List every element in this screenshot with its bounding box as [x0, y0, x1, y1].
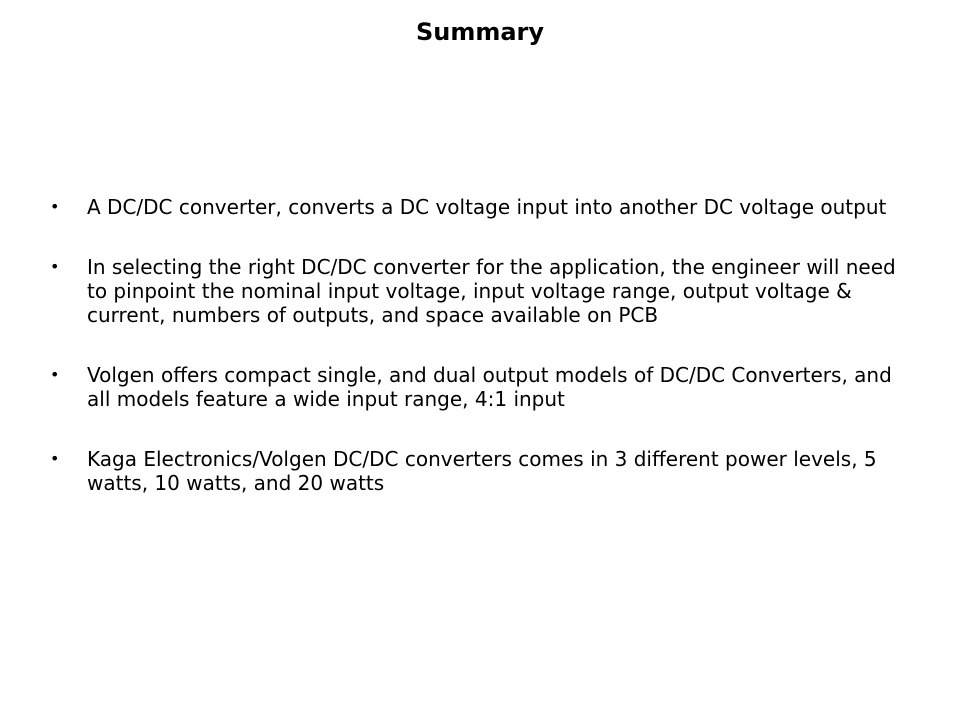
slide-title: Summary — [415, 18, 545, 46]
bullet-item — [50, 363, 910, 411]
bullet-list — [50, 195, 910, 531]
bullet-item — [50, 195, 910, 219]
bullet-icon: • — [50, 257, 60, 276]
bullet-text: Kaga Electronics/Volgen DC/DC converters comes in 3 different power levels, 5 watts, 10 watts, and 20 watts — [87, 447, 877, 495]
bullet-item — [50, 447, 910, 495]
bullet-item — [50, 255, 910, 327]
bullet-icon: • — [50, 365, 60, 384]
bullet-icon: • — [50, 449, 60, 468]
bullet-icon: • — [50, 197, 60, 216]
bullet-text: A DC/DC converter, converts a DC voltage input into another DC voltage output — [87, 195, 887, 219]
bullet-text: Volgen offers compact single, and dual output models of DC/DC Converters, and all models feature a wide input range, 4:1 input — [87, 363, 892, 411]
bullet-text: In selecting the right DC/DC converter for the application, the engineer will need to pinpoint the nominal input voltage, input voltage range, output voltage & current, numbers of outputs, and space available on PCB — [87, 255, 896, 327]
